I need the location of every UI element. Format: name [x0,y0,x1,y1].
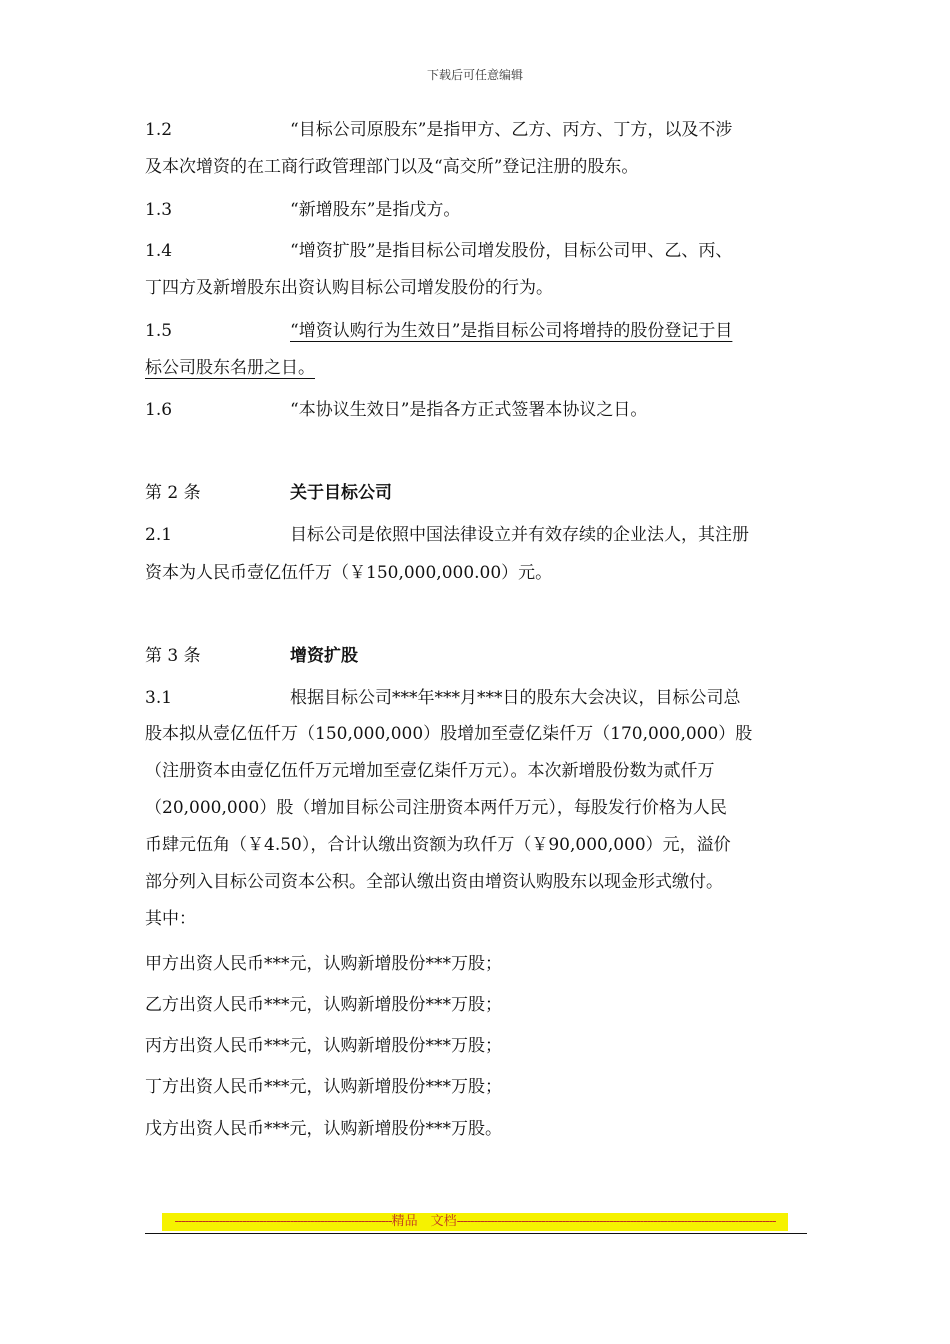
footer-text: 精品 文档 [391,1214,457,1229]
clause-number: 2.1 [145,525,173,545]
clause-1-5-cont [145,350,807,387]
footer-divider [145,1233,807,1234]
article-2-heading [145,475,807,512]
clause-1-5 [145,313,807,350]
article-title: 增资扩股 [290,646,358,666]
clause-1-2 [145,112,807,149]
clause-3-1-line4: （20,000,000）股（增加目标公司注册资本两仟万元），每股发行价格为人民 [145,798,727,818]
clause-text: 目标公司是依照中国法律设立并有效存续的企业法人，其注册 [290,525,749,545]
clause-text: “目标公司原股东”是指甲方、乙方、丙方、丁方，以及不涉 [290,120,733,140]
clause-1-3 [145,192,807,229]
clause-3-1-line7: 其中： [145,909,196,929]
footer-dashes-left: ---------------------------------------------------------------- [174,1214,392,1229]
list-item: 丁方出资人民币***元，认购新增股份***万股； [145,1077,502,1097]
list-item: 甲方出资人民币***元，认购新增股份***万股； [145,954,502,974]
list-item: 戊方出资人民币***元，认购新增股份***万股。 [145,1119,502,1139]
article-label: 第 2 条 [145,483,201,503]
list-item: 乙方出资人民币***元，认购新增股份***万股； [145,995,502,1015]
article-label: 第 3 条 [145,646,201,666]
clause-text: “增资认购行为生效日”是指目标公司将增持的股份登记于目 [290,321,733,341]
article-3-heading [145,638,807,675]
clause-3-1 [145,680,807,717]
clause-3-1-line3: （注册资本由壹亿伍仟万元增加至壹亿柒仟万元）。本次新增股份数为贰仟万 [145,761,715,781]
clause-text-cont: 标公司股东名册之日。 [145,358,315,378]
clause-number: 1.5 [145,321,173,341]
clause-text: “增资扩股”是指目标公司增发股份，目标公司甲、乙、丙、 [290,241,733,261]
clause-3-1-line2: 股本拟从壹亿伍仟万（150,000,000）股增加至壹亿柒仟万（170,000,000）股 [145,724,753,744]
clause-2-1-cont: 资本为人民币壹亿伍仟万（￥150,000,000.00）元。 [145,563,553,583]
clause-number: 3.1 [145,688,173,708]
clause-number: 1.2 [145,120,173,140]
clause-3-1-line6: 部分列入目标公司资本公积。全部认缴出资由增资认购股东以现金形式缴付。 [145,872,723,892]
clause-2-1 [145,517,807,554]
footer-dashes-right: ---------------------------------------------------------------------------------------------- [456,1214,776,1229]
clause-text: 根据目标公司***年***月***日的股东大会决议，目标公司总 [290,688,741,708]
clause-1-2-cont: 及本次增资的在工商行政管理部门以及“高交所”登记注册的股东。 [145,157,639,177]
clause-1-4-cont: 丁四方及新增股东出资认购目标公司增发股份的行为。 [145,278,553,298]
clause-number: 1.3 [145,200,173,220]
clause-text: “新增股东”是指戊方。 [290,200,461,220]
clause-1-4 [145,233,807,270]
page-header: 下载后可任意编辑 [426,68,523,82]
clause-number: 1.4 [145,241,173,261]
clause-3-1-line5: 币肆元伍角（￥4.50），合计认缴出资额为玖仟万（￥90,000,000）元，溢价 [145,835,731,855]
clause-1-6 [145,392,807,429]
clause-text: “本协议生效日”是指各方正式签署本协议之日。 [290,400,648,420]
footer-banner [162,1213,788,1231]
list-item: 丙方出资人民币***元，认购新增股份***万股； [145,1036,502,1056]
article-title: 关于目标公司 [290,483,392,503]
clause-number: 1.6 [145,400,173,420]
